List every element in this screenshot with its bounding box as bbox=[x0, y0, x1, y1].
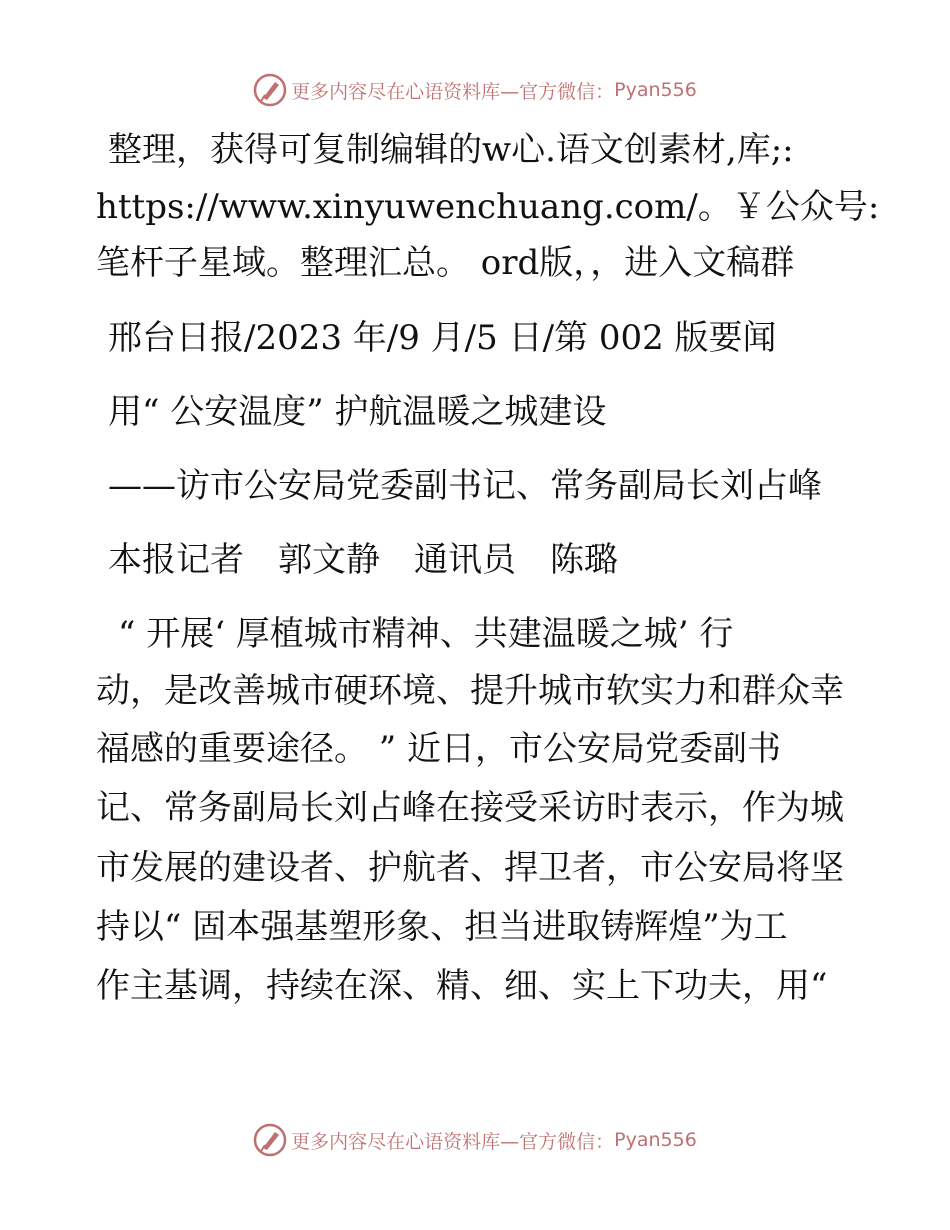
header-watermark-banner bbox=[0, 70, 950, 110]
paragraph-line: “ 开展‘ 厚植城市精神、共建温暖之城’ 行 bbox=[118, 614, 734, 654]
banner-text: 更多内容尽在心语资料库—官方微信： bbox=[291, 1130, 615, 1153]
article-title: 用“ 公安温度” 护航温暖之城建设 bbox=[108, 392, 607, 432]
paragraph-line: 动，是改善城市硬环境、提升城市软实力和群众幸 bbox=[96, 671, 844, 711]
text-line: 笔杆子星域。整理汇总。 ord版，，进入文稿群 bbox=[96, 243, 795, 283]
pen-nib-logo-icon bbox=[253, 73, 287, 107]
byline: 本报记者 郭文静 通讯员 陈璐 bbox=[108, 540, 618, 580]
paragraph-line: 福感的重要途径。 ” 近日，市公安局党委副书 bbox=[96, 729, 781, 769]
footer-watermark-banner bbox=[0, 1120, 950, 1160]
text-line: https://www.xinyuwenchuang.com/。￥公众号: bbox=[96, 187, 880, 227]
paragraph-line: 持以“ 固本强基塑形象、担当进取铸辉煌”为工 bbox=[96, 907, 788, 947]
dateline: 邢台日报/2023 年/9 月/5 日/第 002 版要闻 bbox=[108, 318, 777, 358]
paragraph-line: 记、常务副局长刘占峰在接受采访时表示，作为城 bbox=[96, 788, 844, 828]
wechat-id: Pyan556 bbox=[614, 1129, 697, 1151]
banner-text: 更多内容尽在心语资料库—官方微信： bbox=[291, 80, 615, 103]
text-line: 整理，获得可复制编辑的w心.语文创素材,库;: bbox=[108, 130, 794, 170]
paragraph-line: 作主基调，持续在深、精、细、实上下功夫，用“ bbox=[96, 966, 828, 1006]
paragraph-line: 市发展的建设者、护航者、捍卫者，市公安局将坚 bbox=[96, 848, 844, 888]
pen-nib-logo-icon bbox=[253, 1123, 287, 1157]
wechat-id: Pyan556 bbox=[614, 79, 697, 101]
article-subtitle: ——访市公安局党委副书记、常务副局长刘占峰 bbox=[108, 466, 822, 506]
